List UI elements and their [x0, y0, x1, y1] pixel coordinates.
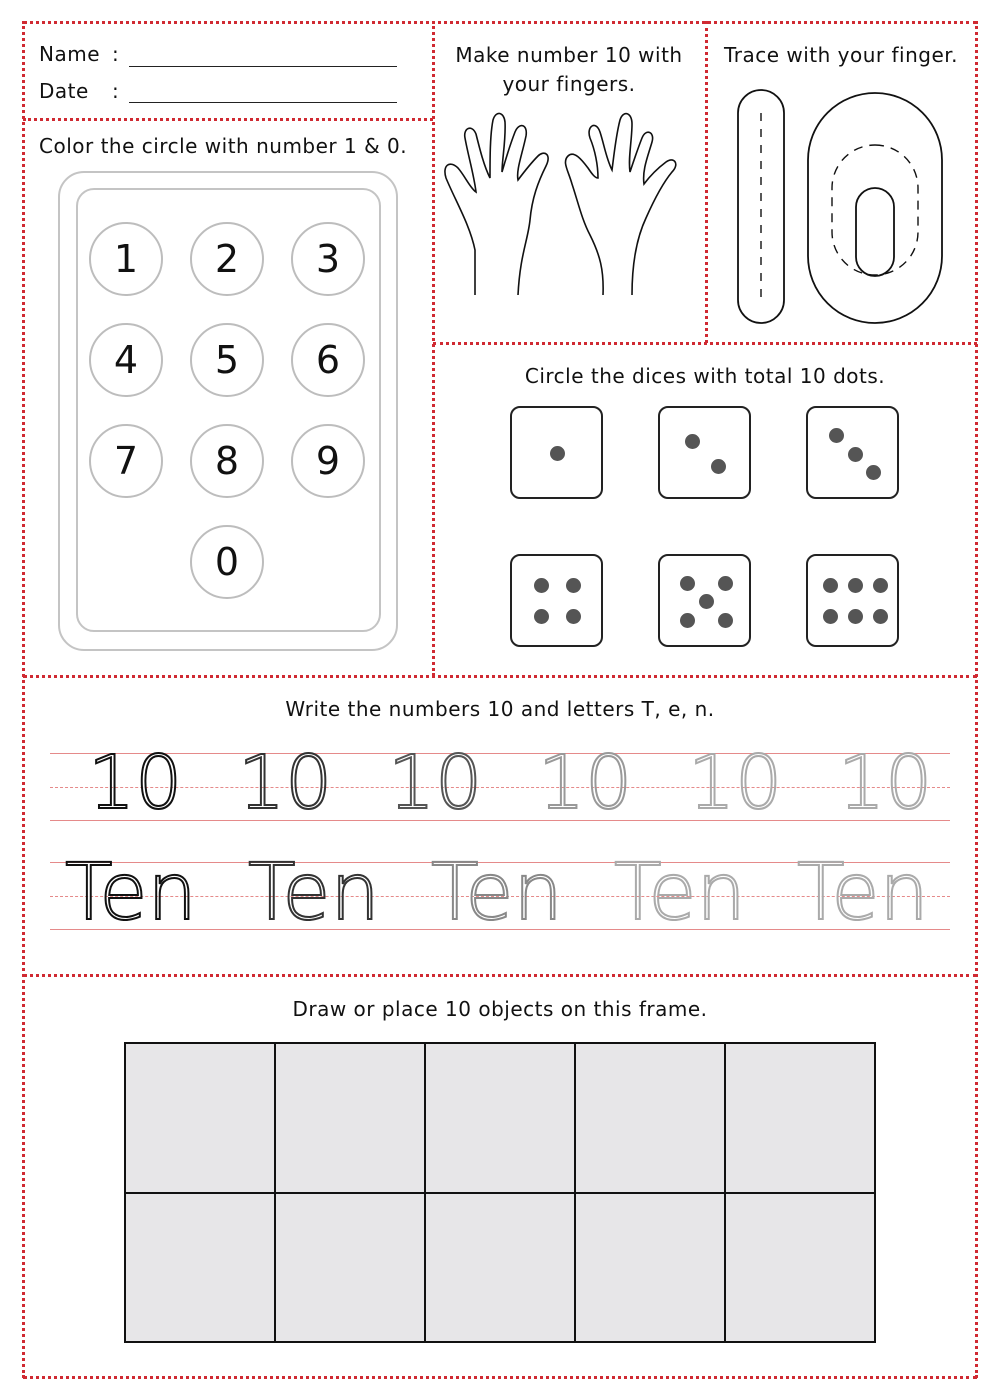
die-6[interactable]	[806, 554, 899, 647]
fingers-instruction-line2: your fingers.	[502, 72, 636, 96]
frame-cell[interactable]	[574, 1192, 726, 1343]
outer-border-bottom	[23, 1376, 977, 1379]
die-2[interactable]	[658, 406, 751, 499]
die-pip	[566, 578, 581, 593]
trace-ten-3[interactable]: Ten	[431, 848, 563, 938]
die-pip	[566, 609, 581, 624]
die-pip	[829, 428, 844, 443]
die-pip	[873, 578, 888, 593]
number-circle-3[interactable]: 3	[291, 222, 365, 296]
die-pip	[718, 576, 733, 591]
frame-cell[interactable]	[574, 1042, 726, 1194]
number-circle-4[interactable]: 4	[89, 323, 163, 397]
name-colon: :	[112, 42, 120, 66]
frame-cell[interactable]	[124, 1192, 276, 1343]
frame-cell[interactable]	[274, 1192, 426, 1343]
word-trace-row[interactable]	[65, 848, 945, 938]
trace-10-1[interactable]: 10	[88, 740, 183, 826]
number-circle-9[interactable]: 9	[291, 424, 365, 498]
die-pip	[848, 578, 863, 593]
divider-h-name	[23, 118, 433, 121]
die-pip	[699, 594, 714, 609]
trace-ten-5[interactable]: Ten	[797, 848, 929, 938]
frame-cell[interactable]	[724, 1042, 876, 1194]
ten-frame	[124, 1042, 876, 1343]
divider-h-write	[23, 675, 977, 678]
number-circle-6[interactable]: 6	[291, 323, 365, 397]
dice-instruction: Circle the dices with total 10 dots.	[524, 364, 886, 388]
trace-ten-2[interactable]: Ten	[248, 848, 380, 938]
date-colon: :	[112, 79, 120, 103]
number-trace-row[interactable]	[80, 740, 960, 830]
name-label: Name	[39, 42, 101, 66]
write-instruction: Write the numbers 10 and letters T, e, n.	[285, 697, 715, 721]
die-5[interactable]	[658, 554, 751, 647]
die-1[interactable]	[510, 406, 603, 499]
trace-instruction: Trace with your finger.	[723, 43, 959, 67]
die-pip	[711, 459, 726, 474]
die-pip	[534, 578, 549, 593]
trace-number-10-icon[interactable]	[730, 85, 950, 330]
die-pip	[848, 447, 863, 462]
frame-cell[interactable]	[424, 1042, 576, 1194]
hands-icon	[440, 110, 700, 305]
die-pip	[685, 434, 700, 449]
die-pip	[550, 446, 565, 461]
name-field[interactable]	[129, 66, 397, 67]
frame-cell[interactable]	[124, 1042, 276, 1194]
date-field[interactable]	[129, 102, 397, 103]
trace-10-4[interactable]: 10	[538, 740, 633, 826]
die-pip	[823, 578, 838, 593]
trace-10-5[interactable]: 10	[688, 740, 783, 826]
die-4[interactable]	[510, 554, 603, 647]
die-pip	[848, 609, 863, 624]
color-circle-instruction: Color the circle with number 1 & 0.	[39, 134, 408, 158]
number-circle-5[interactable]: 5	[190, 323, 264, 397]
number-circle-2[interactable]: 2	[190, 222, 264, 296]
outer-border-top	[23, 21, 977, 24]
divider-h-dice	[433, 342, 977, 345]
die-pip	[873, 609, 888, 624]
trace-10-2[interactable]: 10	[238, 740, 333, 826]
frame-cell[interactable]	[424, 1192, 576, 1343]
frame-cell[interactable]	[724, 1192, 876, 1343]
fingers-instruction-line1: Make number 10 with	[455, 43, 683, 67]
die-pip	[718, 613, 733, 628]
trace-10-6[interactable]: 10	[838, 740, 933, 826]
ten-frame-instruction: Draw or place 10 objects on this frame.	[292, 997, 708, 1021]
die-pip	[680, 576, 695, 591]
die-3[interactable]	[806, 406, 899, 499]
number-circle-0[interactable]: 0	[190, 525, 264, 599]
die-pip	[534, 609, 549, 624]
die-pip	[823, 609, 838, 624]
trace-10-3[interactable]: 10	[388, 740, 483, 826]
date-label: Date	[39, 79, 89, 103]
divider-h-frame	[23, 974, 977, 977]
number-circle-1[interactable]: 1	[89, 222, 163, 296]
number-circle-8[interactable]: 8	[190, 424, 264, 498]
trace-ten-1[interactable]: Ten	[65, 848, 197, 938]
trace-ten-4[interactable]: Ten	[614, 848, 746, 938]
frame-cell[interactable]	[274, 1042, 426, 1194]
die-pip	[866, 465, 881, 480]
divider-v-right	[705, 21, 708, 343]
die-pip	[680, 613, 695, 628]
number-circle-7[interactable]: 7	[89, 424, 163, 498]
